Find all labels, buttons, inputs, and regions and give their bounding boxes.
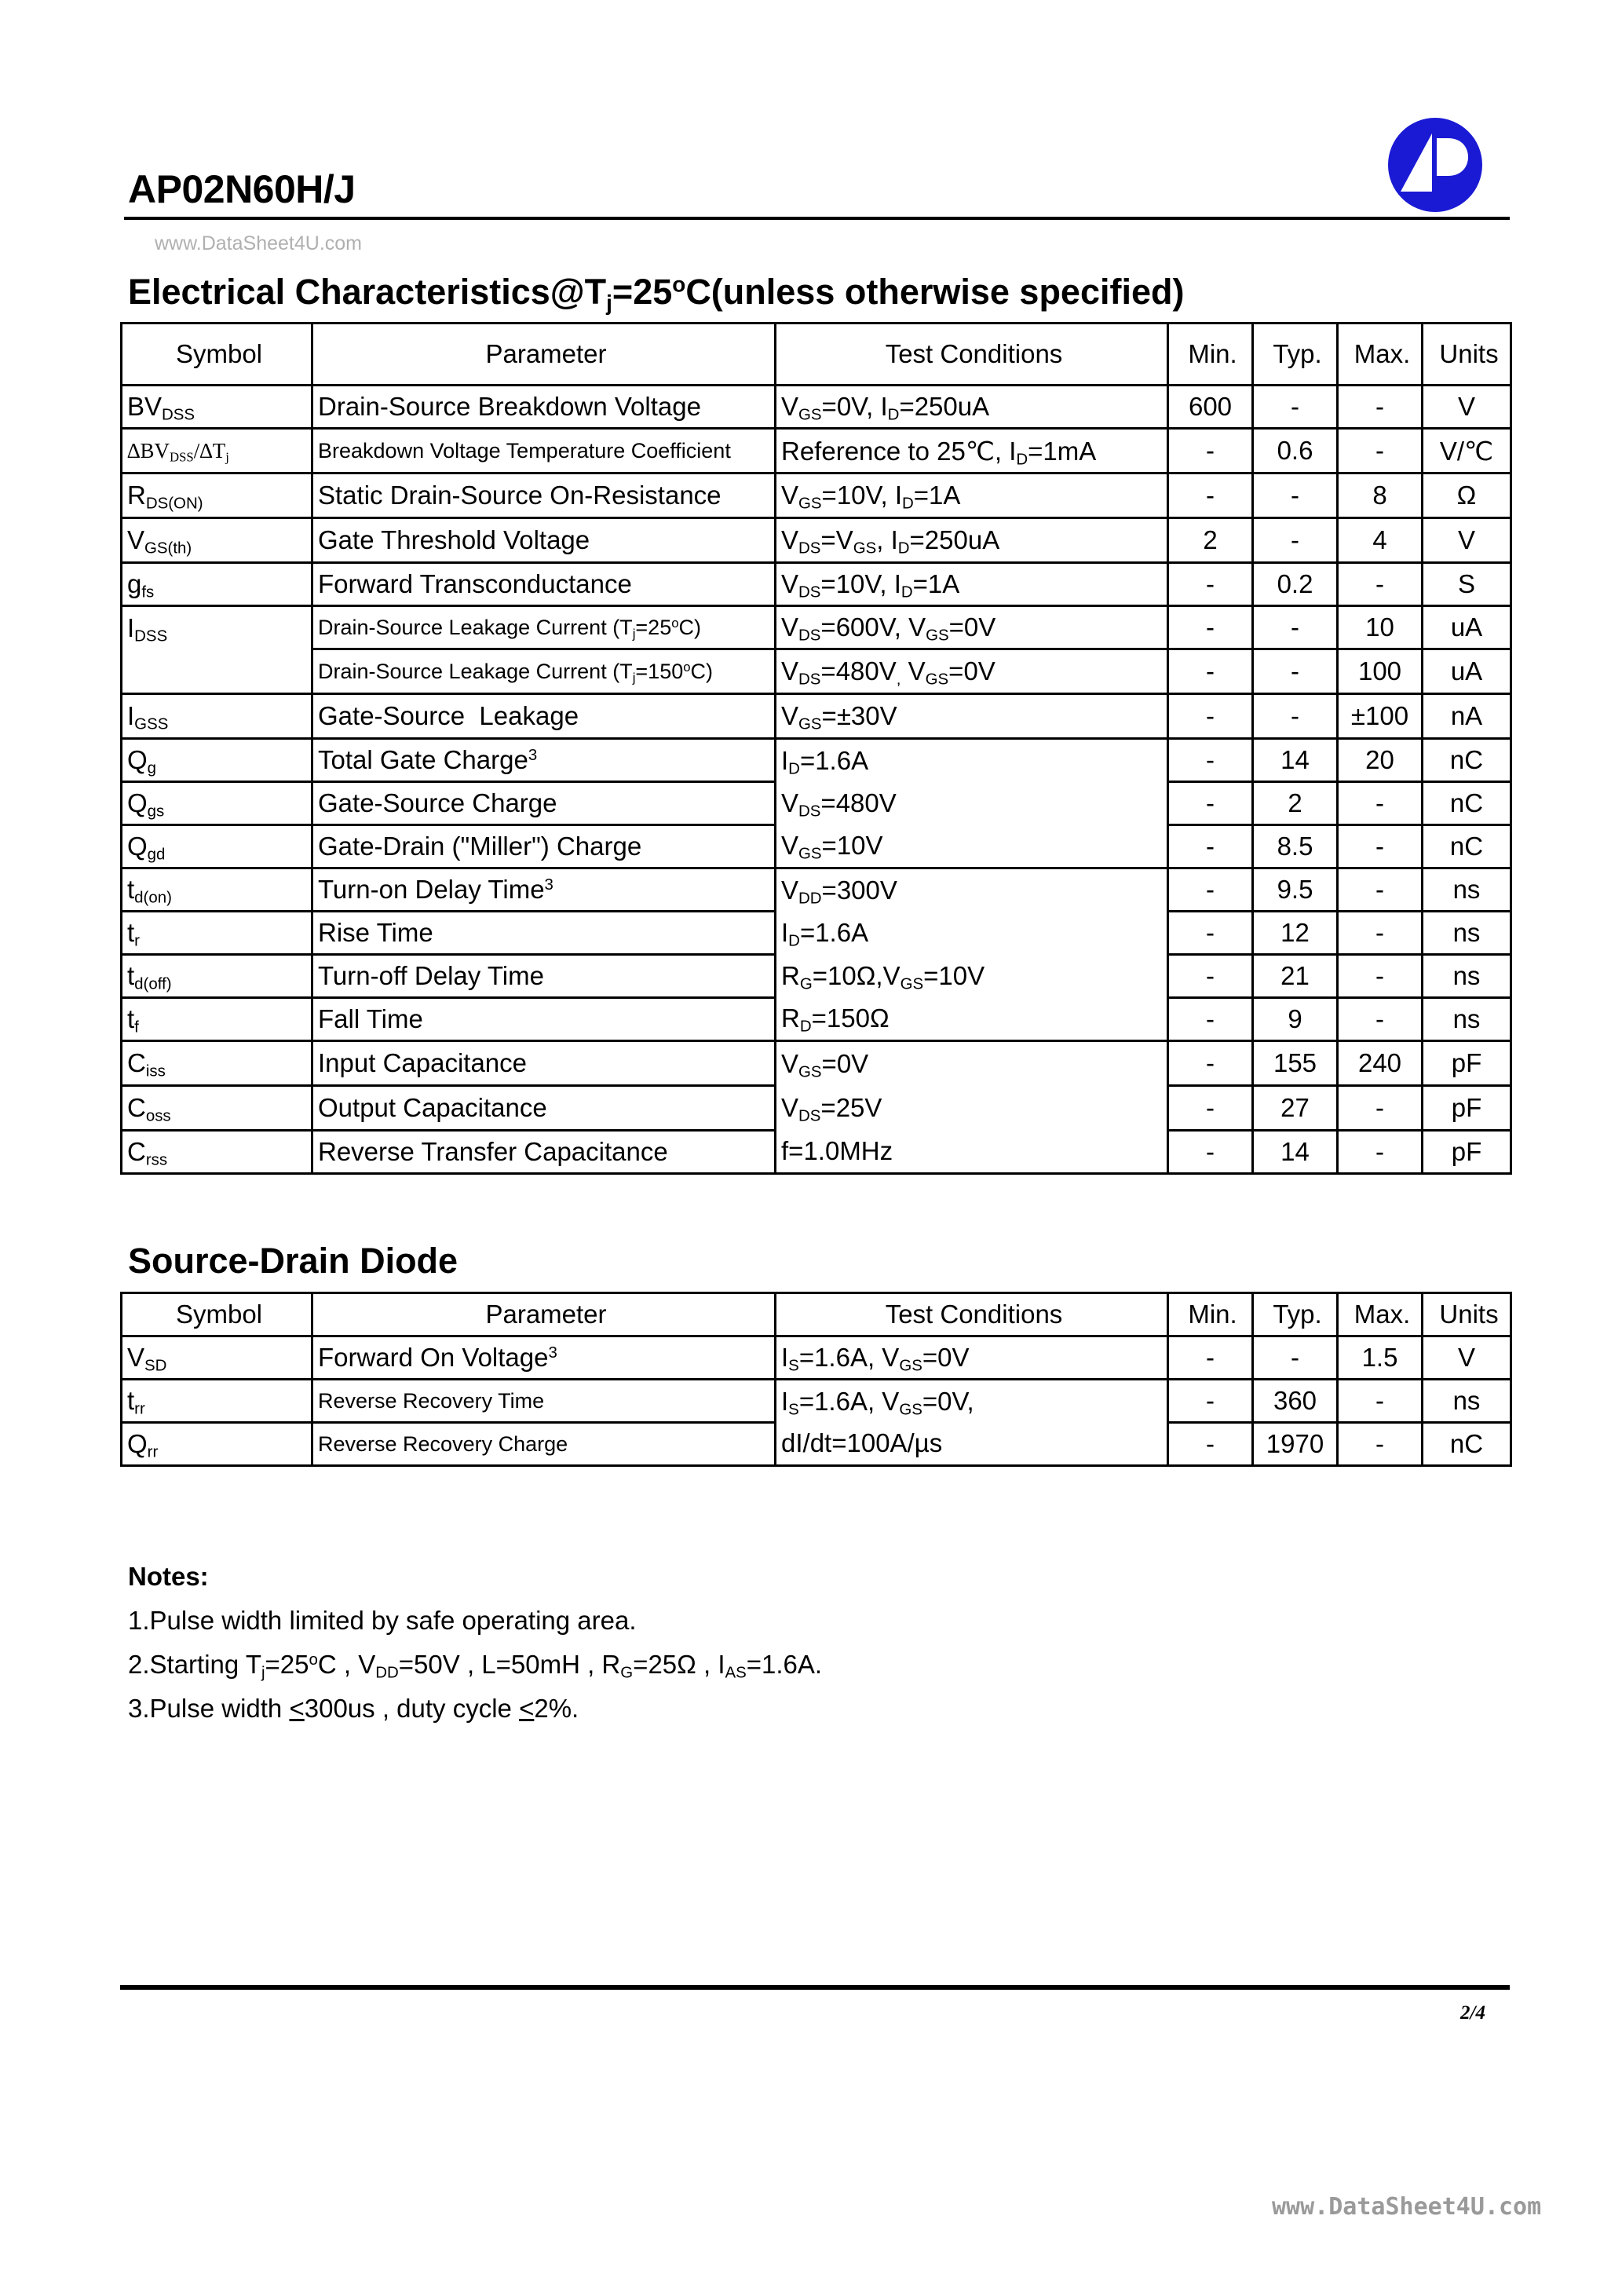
typ-cell: 0.2 <box>1253 563 1338 606</box>
table-row <box>122 473 1511 518</box>
condition-cell: $V_{GS}=10V$ <box>776 825 1168 868</box>
column-header: Min. <box>1168 324 1253 386</box>
parameter-cell: Reverse Recovery Charge <box>312 1423 776 1466</box>
page-number: 2/4 <box>1460 2002 1485 2024</box>
column-header: Units <box>1423 324 1511 386</box>
column-header: Typ. <box>1253 1293 1338 1336</box>
electrical-characteristics-title: Electrical $Characteristics@T_j=25^oC(unless$ otherwise specified) <box>128 272 1185 315</box>
typ-cell: - <box>1253 649 1338 694</box>
table-row <box>122 429 1511 473</box>
column-header: Symbol <box>122 324 312 386</box>
parameter-cell: Reverse Recovery Time <box>312 1380 776 1423</box>
parameter-cell: Breakdown Voltage Temperature Coefficient <box>312 429 776 473</box>
unit-cell: nC <box>1423 1423 1511 1466</box>
parameter-cell: Drain-Source Breakdown Voltage <box>312 386 776 429</box>
typ-cell: 360 <box>1253 1380 1338 1423</box>
min-cell: - <box>1168 649 1253 694</box>
symbol-cell: $t_f$ <box>122 998 312 1041</box>
table-row <box>122 694 1511 739</box>
typ-cell: 21 <box>1253 955 1338 998</box>
typ-cell: 8.5 <box>1253 825 1338 868</box>
parameter-cell: Drain-Source Leakage Current $(T_j=25^oC)$ <box>312 606 776 649</box>
unit-cell: V <box>1423 386 1511 429</box>
unit-cell: pF <box>1423 1131 1511 1174</box>
parameter-cell: Reverse Transfer Capacitance <box>312 1131 776 1174</box>
table-header-row <box>122 1293 1511 1336</box>
parameter-cell: Turn-on Delay Time$^3$ <box>312 868 776 912</box>
table-row <box>122 868 1511 912</box>
unit-cell: V <box>1423 518 1511 563</box>
symbol-cell: $Q_{gs}$ <box>122 782 312 825</box>
max-cell: - <box>1338 955 1423 998</box>
note-2: 2.Starting $T_j=25^oC$ , $V_{DD}=50V$ , L=50mH , $R_G=25\Omega$ , $I_{AS}=1.6A$. <box>128 1650 823 1682</box>
max-cell: - <box>1338 1423 1423 1466</box>
parameter-cell: Forward Transconductance <box>312 563 776 606</box>
table-row <box>122 606 1511 649</box>
parameter-cell: Forward On Voltage$^3$ <box>312 1336 776 1380</box>
max-cell: 240 <box>1338 1041 1423 1086</box>
symbol-cell: $R_{DS(ON)}$ <box>122 473 312 518</box>
table-header-row <box>122 324 1511 386</box>
condition-cell: $R_G=10\Omega,V_{GS}=10V$ <box>776 955 1168 998</box>
parameter-cell: Output Capacitance <box>312 1086 776 1131</box>
symbol-cell: $t_{rr}$ <box>122 1380 312 1423</box>
condition-cell: f=1.0MHz <box>776 1131 1168 1174</box>
min-cell: - <box>1168 912 1253 955</box>
table-row <box>122 1041 1511 1086</box>
max-cell: ±100 <box>1338 694 1423 739</box>
condition-cell: $I_D=1.6A$ <box>776 912 1168 955</box>
watermark-bottom: www.DataSheet4U.com <box>1272 2193 1542 2221</box>
symbol-cell: $t_{d(off)}$ <box>122 955 312 998</box>
typ-cell: 14 <box>1253 739 1338 782</box>
symbol-cell: $t_r$ <box>122 912 312 955</box>
condition-cell: $V_{GS}=10V$, $I_D=1A$ <box>776 473 1168 518</box>
min-cell: - <box>1168 739 1253 782</box>
parameter-cell: Input Capacitance <box>312 1041 776 1086</box>
symbol-cell: $C_{oss}$ <box>122 1086 312 1131</box>
condition-cell: $I_S=1.6A$, $V_{GS}=0V$, <box>776 1380 1168 1423</box>
symbol-cell: $V_{GS(th)}$ <box>122 518 312 563</box>
max-cell: - <box>1338 386 1423 429</box>
table-row <box>122 518 1511 563</box>
min-cell: - <box>1168 868 1253 912</box>
column-header: Test Conditions <box>776 324 1168 386</box>
min-cell: - <box>1168 1423 1253 1466</box>
condition-cell: $V_{GS}=0V$, $I_D=250uA$ <box>776 386 1168 429</box>
parameter-cell: Gate-Source Charge <box>312 782 776 825</box>
table-row <box>122 782 1511 825</box>
condition-cell: $V_{DS}=25V$ <box>776 1086 1168 1131</box>
table-row <box>122 563 1511 606</box>
condition-cell: $V_{DD}=300V$ <box>776 868 1168 912</box>
condition-cell: $R_D=150\Omega$ <box>776 998 1168 1041</box>
min-cell: - <box>1168 1380 1253 1423</box>
condition-cell: $I_S=1.6A$, $V_{GS}=0V$ <box>776 1336 1168 1380</box>
table-row <box>122 386 1511 429</box>
parameter-cell: Fall Time <box>312 998 776 1041</box>
max-cell: - <box>1338 1086 1423 1131</box>
note-1: 1.Pulse width limited by safe operating area. <box>128 1606 637 1635</box>
note-3: 3.Pulse width <300us , duty cycle <2%. <box>128 1694 579 1723</box>
table-row <box>122 1086 1511 1131</box>
table-row <box>122 998 1511 1041</box>
unit-cell: Ω <box>1423 473 1511 518</box>
table-row <box>122 825 1511 868</box>
electrical-characteristics-table <box>120 322 1512 1175</box>
typ-cell: - <box>1253 1336 1338 1380</box>
parameter-cell: Static Drain-Source On-Resistance <box>312 473 776 518</box>
column-header: Typ. <box>1253 324 1338 386</box>
typ-cell: 1970 <box>1253 1423 1338 1466</box>
parameter-cell: Rise Time <box>312 912 776 955</box>
table-row <box>122 1380 1511 1423</box>
unit-cell: nC <box>1423 739 1511 782</box>
unit-cell: pF <box>1423 1041 1511 1086</box>
condition-cell: Reference to 25℃, $I_D=1mA$ <box>776 429 1168 473</box>
condition-cell: $V_{GS}=\pm 30V$ <box>776 694 1168 739</box>
symbol-cell: $g_{fs}$ <box>122 563 312 606</box>
column-header: Max. <box>1338 1293 1423 1336</box>
symbol-cell: $Q_{gd}$ <box>122 825 312 868</box>
column-header: Parameter <box>312 1293 776 1336</box>
min-cell: - <box>1168 955 1253 998</box>
max-cell: 100 <box>1338 649 1423 694</box>
condition-cell: $V_{GS}=0V$ <box>776 1041 1168 1086</box>
condition-cell: $V_{DS}=480V_,$ $V_{GS}=0V$ <box>776 649 1168 694</box>
unit-cell: pF <box>1423 1086 1511 1131</box>
unit-cell: nC <box>1423 782 1511 825</box>
column-header: Units <box>1423 1293 1511 1336</box>
part-number-title: AP02N60H/J <box>128 167 356 211</box>
table-row <box>122 955 1511 998</box>
parameter-cell: Turn-off Delay Time <box>312 955 776 998</box>
typ-cell: 14 <box>1253 1131 1338 1174</box>
max-cell: 4 <box>1338 518 1423 563</box>
column-header: Min. <box>1168 1293 1253 1336</box>
max-cell: 20 <box>1338 739 1423 782</box>
typ-cell: 9.5 <box>1253 868 1338 912</box>
typ-cell: 27 <box>1253 1086 1338 1131</box>
notes-section <box>128 1555 822 1731</box>
typ-cell: 155 <box>1253 1041 1338 1086</box>
parameter-cell: Gate-Source Leakage <box>312 694 776 739</box>
typ-cell: 0.6 <box>1253 429 1338 473</box>
typ-cell: - <box>1253 386 1338 429</box>
unit-cell: ns <box>1423 868 1511 912</box>
symbol-cell: $Q_{rr}$ <box>122 1423 312 1466</box>
max-cell: 10 <box>1338 606 1423 649</box>
ap-logo-icon <box>1386 116 1484 214</box>
min-cell: - <box>1168 563 1253 606</box>
typ-cell: 2 <box>1253 782 1338 825</box>
parameter-cell: Drain-Source Leakage Current $(T_j=150^oC)$ <box>312 649 776 694</box>
typ-cell: 9 <box>1253 998 1338 1041</box>
unit-cell: ns <box>1423 998 1511 1041</box>
unit-cell: nC <box>1423 825 1511 868</box>
unit-cell: uA <box>1423 606 1511 649</box>
symbol-cell: $I_{DSS}$ <box>122 606 312 649</box>
min-cell: 600 <box>1168 386 1253 429</box>
condition-cell: $V_{DS}=600V$, $V_{GS}=0V$ <box>776 606 1168 649</box>
column-header: Symbol <box>122 1293 312 1336</box>
table-row <box>122 1131 1511 1174</box>
min-cell: - <box>1168 998 1253 1041</box>
column-header: Parameter <box>312 324 776 386</box>
min-cell: - <box>1168 429 1253 473</box>
max-cell: - <box>1338 912 1423 955</box>
header-divider <box>124 217 1510 220</box>
source-drain-diode-table <box>120 1292 1512 1467</box>
column-header: Max. <box>1338 324 1423 386</box>
condition-cell: $I_D=1.6A$ <box>776 739 1168 782</box>
max-cell: - <box>1338 825 1423 868</box>
notes-heading: Notes: <box>128 1562 209 1591</box>
min-cell: - <box>1168 1131 1253 1174</box>
min-cell: - <box>1168 606 1253 649</box>
unit-cell: V <box>1423 1336 1511 1380</box>
typ-cell: - <box>1253 518 1338 563</box>
table-row <box>122 1336 1511 1380</box>
column-header: Test Conditions <box>776 1293 1168 1336</box>
unit-cell: ns <box>1423 912 1511 955</box>
table-row <box>122 1423 1511 1466</box>
symbol-cell: $Q_g$ <box>122 739 312 782</box>
parameter-cell: Total Gate Charge$^3$ <box>312 739 776 782</box>
table-row <box>122 649 1511 694</box>
min-cell: - <box>1168 1336 1253 1380</box>
unit-cell: uA <box>1423 649 1511 694</box>
min-cell: 2 <box>1168 518 1253 563</box>
min-cell: - <box>1168 782 1253 825</box>
unit-cell: nA <box>1423 694 1511 739</box>
table-row <box>122 739 1511 782</box>
symbol-cell: $I_{GSS}$ <box>122 694 312 739</box>
max-cell: - <box>1338 563 1423 606</box>
typ-cell: - <box>1253 606 1338 649</box>
min-cell: - <box>1168 1041 1253 1086</box>
min-cell: - <box>1168 473 1253 518</box>
min-cell: - <box>1168 1086 1253 1131</box>
unit-cell: S <box>1423 563 1511 606</box>
symbol-cell: $\Delta BV_{DSS}/\Delta T_j$ <box>122 429 312 473</box>
condition-cell: $V_{DS}=V_{GS}$, $I_D=250uA$ <box>776 518 1168 563</box>
min-cell: - <box>1168 694 1253 739</box>
condition-cell: dI/dt=100A/µs <box>776 1423 1168 1466</box>
parameter-cell: Gate-Drain ("Miller") Charge <box>312 825 776 868</box>
max-cell: 8 <box>1338 473 1423 518</box>
footer-divider <box>120 1985 1510 1990</box>
watermark-top: www.DataSheet4U.com <box>155 232 363 254</box>
condition-cell: $V_{DS}=10V$, $I_D=1A$ <box>776 563 1168 606</box>
max-cell: 1.5 <box>1338 1336 1423 1380</box>
typ-cell: - <box>1253 473 1338 518</box>
source-drain-diode-title: Source-Drain Diode <box>128 1241 458 1281</box>
symbol-cell: $BV_{DSS}$ <box>122 386 312 429</box>
max-cell: - <box>1338 998 1423 1041</box>
table-row <box>122 912 1511 955</box>
max-cell: - <box>1338 1380 1423 1423</box>
max-cell: - <box>1338 429 1423 473</box>
condition-cell: $V_{DS}=480V$ <box>776 782 1168 825</box>
symbol-cell: $C_{iss}$ <box>122 1041 312 1086</box>
max-cell: - <box>1338 868 1423 912</box>
parameter-cell: Gate Threshold Voltage <box>312 518 776 563</box>
max-cell: - <box>1338 782 1423 825</box>
typ-cell: - <box>1253 694 1338 739</box>
min-cell: - <box>1168 825 1253 868</box>
unit-cell: V/℃ <box>1423 429 1511 473</box>
symbol-cell <box>122 649 312 694</box>
symbol-cell: $V_{SD}$ <box>122 1336 312 1380</box>
unit-cell: ns <box>1423 955 1511 998</box>
unit-cell: ns <box>1423 1380 1511 1423</box>
typ-cell: 12 <box>1253 912 1338 955</box>
symbol-cell: $C_{rss}$ <box>122 1131 312 1174</box>
symbol-cell: $t_{d(on)}$ <box>122 868 312 912</box>
max-cell: - <box>1338 1131 1423 1174</box>
